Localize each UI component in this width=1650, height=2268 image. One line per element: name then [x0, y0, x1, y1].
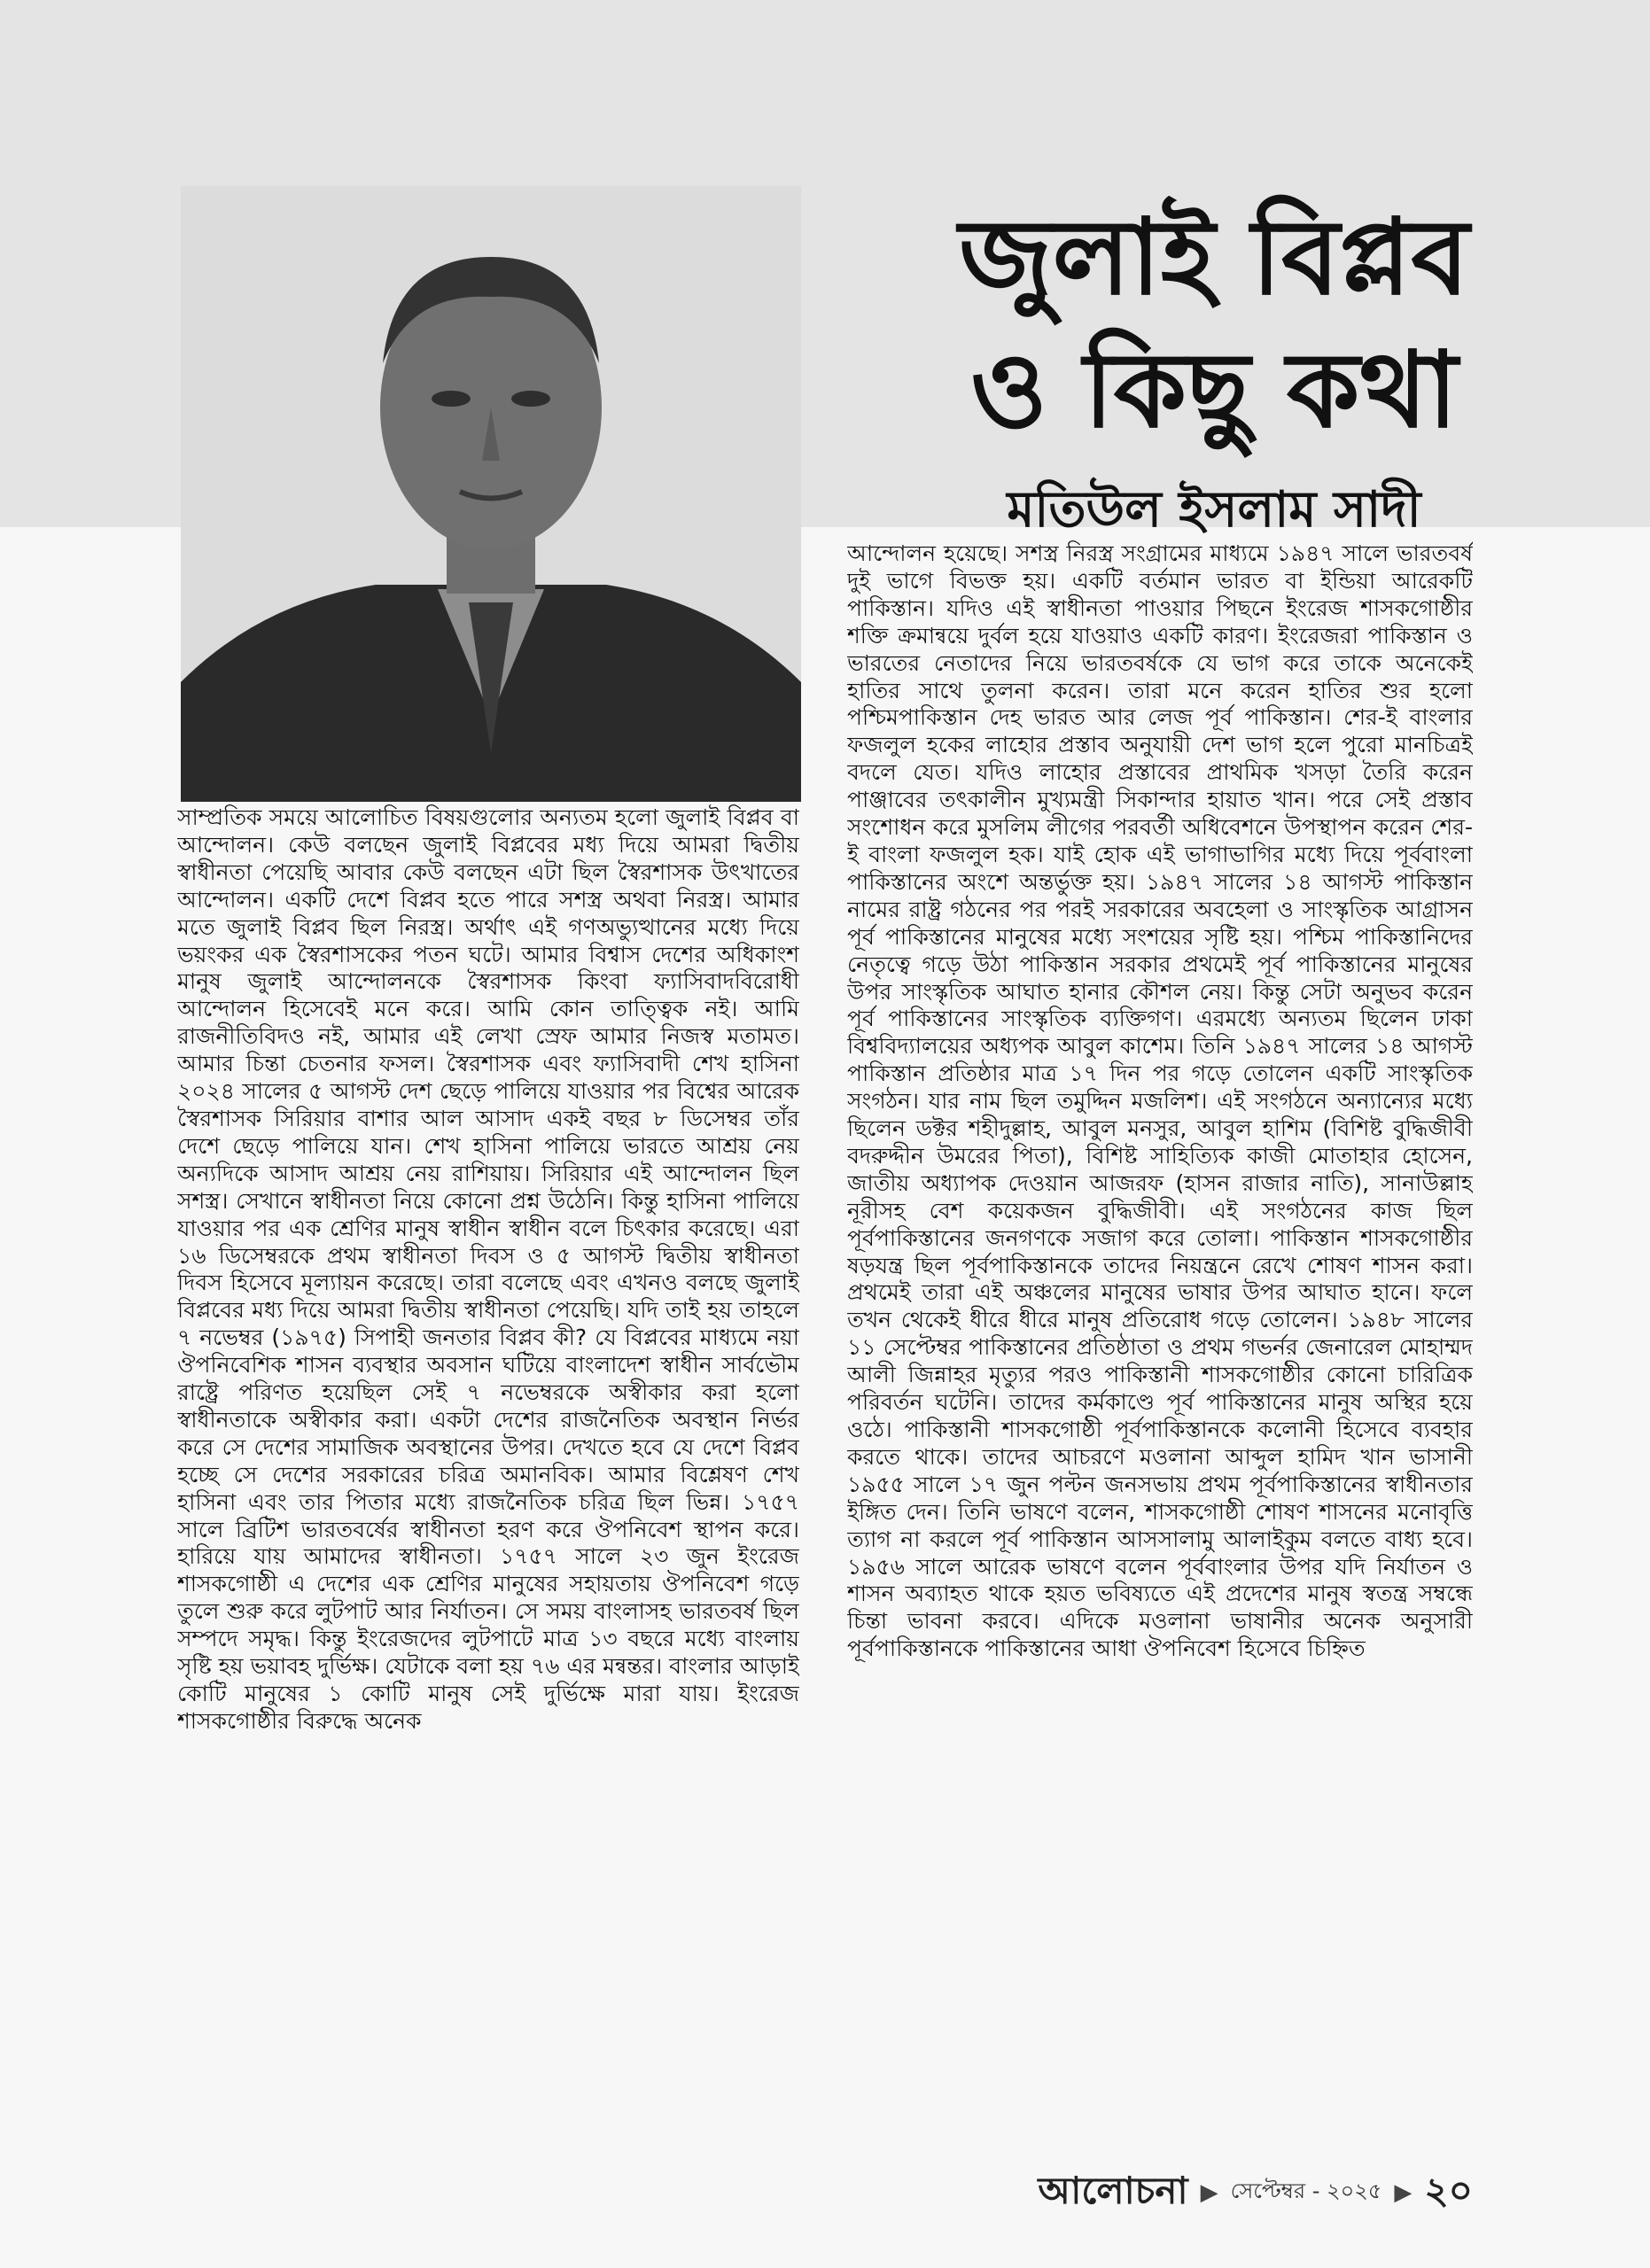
author-name: মতিউল ইসলাম সাদী: [1007, 480, 1421, 539]
page-number: ২০: [1424, 2168, 1473, 2212]
article-title-line-2: ও কিছু কথা: [969, 328, 1459, 451]
triangle-arrow-icon: ▶: [1200, 2179, 1218, 2206]
article-column-left: [177, 804, 799, 2124]
author-photo: [181, 186, 801, 802]
right-column-text: আন্দোলন হয়েছে। সশস্ত্র নিরস্ত্র সংগ্রামের মাধ্যমে ১৯৪৭ সালে ভারতবর্ষ দুই ভাগে বিভক্ত হয়। একটি বর্তমান ভারত বা ইন্ডিয়া আরেকটি পাকিস্তান। যদিও এই স্বাধীনতা পাওয়ার পিছনে ইংরেজ শাসকগোষ্ঠীর শক্তি ক্রমান্বয়ে দুর্বল হয়ে যাওয়াও একটি কারণ। ইংরেজরা পাকিস্তান ও ভারতের নেতাদের নিয়ে ভারতবর্ষকে যে ভাগ করে তাকে অনেকেই হাতির সাথে তুলনা করেন। তারা মনে করেন হাতির শুর হলো পশ্চিমপাকিস্তান দেহ ভারত আর লেজ পূর্ব পাকিস্তান। শের-ই বাংলার ফজলুল হকের লাহোর প্রস্তাব অনুযায়ী দেশ ভাগ হলে পুরো মানচিত্রই বদলে যেত। যদিও লাহোর প্রস্তাবের প্রাথমিক খসড়া তৈরি করেন পাঞ্জাবের তৎকালীন মুখ্যমন্ত্রী সিকান্দার হায়াত খান। পরে সেই প্রস্তাব সংশোধন করে মুসলিম লীগের পরবর্তী অধিবেশনে উপস্থাপন করেন শের-ই বাংলা ফজলুল হক। যাই হোক এই ভাগাভাগির মধ্যে দিয়ে পূর্ববাংলা পাকিস্তানের অংশে অন্তর্ভুক্ত হয়। ১৯৪৭ সালের ১৪ আগস্ট পাকিস্তান নামের রাষ্ট্র গঠনের পর পরই সরকারের অবহেলা ও সাংস্কৃতিক আগ্রাসন পূর্ব পাকিস্তানের মানুষের মধ্যে সংশয়ের সৃষ্টি হয়। পশ্চিম পাকিস্তানিদের নেতৃত্বে গড়ে উঠা পাকিস্তান সরকার প্রথমেই পূর্ব পাকিস্তানের মানুষের উপর সাংস্কৃতিক আঘাত হানার কৌশল নেয়। কিন্তু সেটা অনুভব করেন পূর্ব পাকিস্তানের সাংস্কৃতিক ব্যক্তিগণ। এরমধ্যে অন্যতম ছিলেন ঢাকা বিশ্ববিদ্যালয়ের অধ্যপক আবুল কাশেম। তিনি ১৯৪৭ সালের ১৪ আগস্ট পাকিস্তান প্রতিষ্ঠার মাত্র ১৭ দিন পর গড়ে তোলেন একটি সাংস্কৃতিক সংগঠন। যার নাম ছিল তমুদ্দিন মজলিশ। এই সংগঠনে অন্যান্যের মধ্যে ছিলেন ডক্টর শহীদুল্লাহ, আবুল মনসুর, আবুল হাশিম (বিশিষ্ট বুদ্ধিজীবী বদরুদ্দীন উমরের পিতা), বিশিষ্ট সাহিত্যিক কাজী মোতাহার হোসেন, জাতীয় অধ্যাপক দেওয়ান আজরফ (হাসন রাজার নাতি), সানাউল্লাহ নূরীসহ বেশ কয়েকজন বুদ্ধিজীবী। এই সংগঠনের কাজ ছিল পূর্বপাকিস্তানের জনগণকে সজাগ করে তোলা। পাকিস্তান শাসকগোষ্ঠীর ষড়যন্ত্র ছিল পূর্বপাকিস্তানকে তাদের নিয়ন্ত্রনে রেখে শোষণ শাসন করা। প্রথমেই তারা এই অঞ্চলের মানুষের ভাষার উপর আঘাত হানে। ফলে তখন থেকেই ধীরে ধীরে মানুষ প্রতিরোধ গড়ে তোলেন। ১৯৪৮ সালের ১১ সেপ্টেম্বর পাকিস্তানের প্রতিষ্ঠাতা ও প্রথম গভর্নর জেনারেল মোহাম্মদ আলী জিন্নাহর মৃত্যুর পরও পাকিস্তানী শাসকগোষ্ঠীর কোনো চারিত্রিক পরিবর্তন ঘটেনি। তাদের কর্মকাণ্ডে পূর্ব পাকিস্তানের মানুষ অস্থির হয়ে ওঠে। পাকিস্তানী শাসকগোষ্ঠী পূর্বপাকিস্তানকে কলোনী হিসেবে ব্যবহার করতে থাকে। তাদের আচরণে মওলানা আব্দুল হামিদ খান ভাসানী ১৯৫৫ সালে ১৭ জুন পল্টন জনসভায় প্রথম পূর্বপাকিস্তানের স্বাধীনতার ইঙ্গিত দেন। তিনি ভাষণে বলেন, শাসকগোষ্ঠী শোষণ শাসনের মনোবৃত্তি ত্যাগ না করলে পূর্ব পাকিস্তান আসসালামু আলাইকুম বলতে বাধ্য হবে। ১৯৫৬ সালে আরেক ভাষণে বলেন পূর্ববাংলার উপর যদি নির্যাতন ও শাসন অব্যাহত থাকে হয়ত ভবিষ্যতে এই প্রদেশের মানুষ স্বতন্ত্র সম্বন্ধে চিন্তা ভাবনা করবে। এদিকে মওলানা ভাষানীর অনেক অনুসারী পূর্বপাকিস্তানকে পাকিস্তানের আধা ঔপনিবেশ হিসেবে চিহ্নিত: [847, 540, 1473, 1662]
article-title-line-1: জুলাই বিপ্লব: [959, 195, 1469, 318]
page-footer: [1038, 2162, 1473, 2224]
title-block: [815, 190, 1613, 545]
author-portrait-image: [181, 186, 801, 802]
triangle-arrow-icon: ▶: [1394, 2179, 1413, 2206]
article-column-right: [847, 540, 1473, 2126]
magazine-name: আলোচনা: [1038, 2168, 1188, 2212]
left-column-text: সাম্প্রতিক সময়ে আলোচিত বিষয়গুলোর অন্যতম হলো জুলাই বিপ্লব বা আন্দোলন। কেউ বলছেন জুলাই বিপ্লবের মধ্য দিয়ে আমরা দ্বিতীয় স্বাধীনতা পেয়েছি আবার কেউ বলছেন এটা ছিল স্বৈরশাসক উৎখাতের আন্দোলন। একটি দেশে বিপ্লব হতে পারে সশস্ত্র অথবা নিরস্ত্র। আমার মতে জুলাই বিপ্লব ছিল নিরস্ত্র। অর্থাৎ এই গণঅভ্যুত্থানের মধ্যে দিয়ে ভয়ংকর এক স্বৈরশাসকের পতন ঘটে। আমার বিশ্বাস দেশের অধিকাংশ মানুষ জুলাই আন্দোলনকে স্বৈরশাসক কিংবা ফ্যাসিবাদবিরোধী আন্দোলন হিসেবেই মনে করে। আমি কোন তাত্ত্বিক নই। আমি রাজনীতিবিদও নই, আমার এই লেখা স্রেফ আমার নিজস্ব মতামত। আমার চিন্তা চেতনার ফসল। স্বৈরশাসক এবং ফ্যাসিবাদী শেখ হাসিনা ২০২৪ সালের ৫ আগস্ট দেশ ছেড়ে পালিয়ে যাওয়ার পর বিশ্বের আরেক স্বৈরশাসক সিরিয়ার বাশার আল আসাদ একই বছর ৮ ডিসেম্বর তাঁর দেশে ছেড়ে পালিয়ে যান। শেখ হাসিনা পালিয়ে ভারতে আশ্রয় নেয় অন্যদিকে আসাদ আশ্রয় নেয় রাশিয়ায়। সিরিয়ার এই আন্দোলন ছিল সশস্ত্র। সেখানে স্বাধীনতা নিয়ে কোনো প্রশ্ন উঠেনি। কিন্তু হাসিনা পালিয়ে যাওয়ার পর এক শ্রেণির মানুষ স্বাধীন স্বাধীন বলে চিৎকার করেছে। এরা ১৬ ডিসেম্বরকে প্রথম স্বাধীনতা দিবস ও ৫ আগস্ট দ্বিতীয় স্বাধীনতা দিবস হিসেবে মূল্যায়ন করেছে। তারা বলেছে এবং এখনও বলছে জুলাই বিপ্লবের মধ্য দিয়ে আমরা দ্বিতীয় স্বাধীনতা পেয়েছি। যদি তাই হয় তাহলে ৭ নভেম্বর (১৯৭৫) সিপাহী জনতার বিপ্লব কী? যে বিপ্লবের মাধ্যমে নয়া ঔপনিবেশিক শাসন ব্যবস্থার অবসান ঘটিয়ে বাংলাদেশ স্বাধীন সার্বভৌম রাষ্ট্রে পরিণত হয়েছিল সেই ৭ নভেম্বরকে অস্বীকার করা হলো স্বাধীনতাকে অস্বীকার করা। একটা দেশের রাজনৈতিক অবস্থান নির্ভর করে সে দেশের সামাজিক অবস্থানের উপর। দেখতে হবে যে দেশে বিপ্লব হচ্ছে সে দেশের সরকারের চরিত্র অমানবিক। আমার বিশ্লেষণ শেখ হাসিনা এবং তার পিতার মধ্যে রাজনৈতিক চরিত্র ছিল ভিন্ন। ১৭৫৭ সালে ব্রিটিশ ভারতবর্ষের স্বাধীনতা হরণ করে ঔপনিবেশ স্থাপন করে। হারিয়ে যায় আমাদের স্বাধীনতা। ১৭৫৭ সালে ২৩ জুন ইংরেজ শাসকগোষ্ঠী এ দেশের এক শ্রেণির মানুষের সহায়তায় ঔপনিবেশ গড়ে তুলে শুরু করে লুটপাট আর নির্যাতন। সে সময় বাংলাসহ ভারতবর্ষ ছিল সম্পদে সমৃদ্ধ। কিন্তু ইংরেজদের লুটপাটে মাত্র ১৩ বছরে মধ্যে বাংলায় সৃষ্টি হয় ভয়াবহ দুর্ভিক্ষ। যেটাকে বলা হয় ৭৬ এর মন্বন্তর। বাংলার আড়াই কোটি মানুষের ১ কোটি মানুষ সেই দুর্ভিক্ষে মারা যায়। ইংরেজ শাসকগোষ্ঠীর বিরুদ্ধে অনেক: [177, 804, 799, 1734]
issue-date: সেপ্টেম্বর - ২০২৫: [1230, 2179, 1382, 2203]
